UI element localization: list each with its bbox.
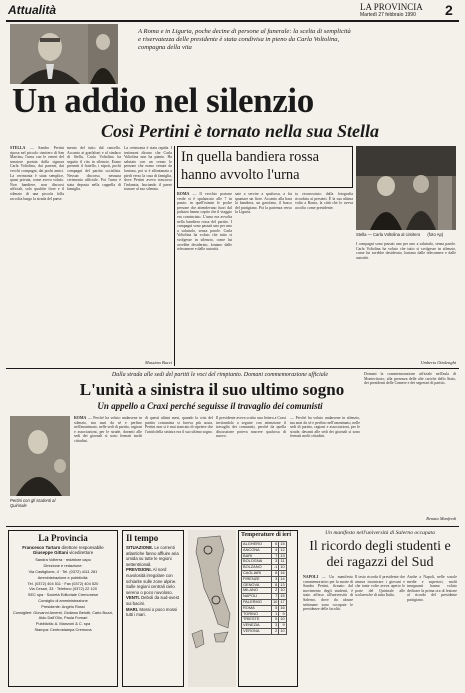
banner-column-3: Il presidente aveva scritto una lettera a Craxi invitandolo a seguire con attenzione il travaglio dei comunisti, perché da quella discussione poteva nascere qualcosa di nuovo. [216,416,286,439]
lead-signature: Massimo Bucci [145,360,172,365]
city-name: NAPOLI [242,594,272,600]
temp-max: 14 [280,575,285,581]
wind-label: VENTI. [126,595,140,601]
students-dateline: NAPOLI [303,575,319,579]
students-column-3: Anche a Napoli, nelle scuole medie e superiori, molti insegnanti hanno voluto dedicare la prima ora di lezione al ricordo del presidente partigiano. [407,575,457,602]
lead-column-2: mento del tutto dal cancello. Accanto ai gonfaloni e al sindaco di Stella, Carla Voltolina ha seguito il rito in silenzio. Erano presenti il fratello, i nipoti, pochi compagni del partito socialista. Nessun discorso, nessuna cerimonia ufficiale. Poi l'urna è stata deposta nella cappella di famiglia. [67,146,121,192]
situation-label: SITUAZIONE. [126,545,154,550]
lead-kicker: A Roma e in Liguria, poche decine di persone al funerale: la scelta di semplicità e riservatezza delle presidente è stata condivisa in pieno da Carla Voltolina, compagna della vita [138,28,351,51]
story-two-body-1: — Il vecchio portone verde si è spalancato alle 7 in punto: in quell'istante le poche persone che attendevano fuori dal palazzo hanno capito che il viaggio era cominciato. L'urna era avvolta nella bandiera rossa del partito. [177,192,232,224]
photo-credit: (foto Ap) [427,232,444,237]
students-body-1: — Un manifesto commemorativo per la morte di Sandro Pertini, firmato dal movimento degli studenti, è stato affisso all'università di Salerno, dove da alcune settimane sono occupate le presidenze delle facoltà. [303,575,353,612]
city-name: BOLZANO [242,565,272,571]
weather-box [122,530,184,687]
forecast-label: PREVISIONI. [126,567,152,573]
mid-rule [6,368,459,369]
students-column-1 [303,575,353,687]
city-name: FIRENZE [242,576,272,582]
story-two-column-2: sate a servire a qualcosa, a far spuntare un fiore. Accanto alla bara la bandiera, un garofano, il basco del partigiano. Poi la partenza verso la Liguria. [235,192,292,215]
temp-max: 13 [280,552,285,558]
temp-max: 16 [280,569,285,575]
masthead-line: Consiglieri: Giovanni Amenti, Giuliano Belotti, Carlo Bozzi, Aldo Dall'Olio, Paola Fornari [12,609,114,621]
temp-min: 2 [272,588,279,594]
temp-min: 1 [272,611,279,617]
story-two-signature: Umberto Ottolenghi [420,360,456,365]
masthead-line: Direzione e redazione: [43,563,83,569]
temp-max: 11 [280,558,285,564]
temp-min: 6 [272,542,279,548]
page-number: 2 [445,2,453,18]
lead-column-3: La cerimonia è stata rapida. I testimoni dicono che Carla Voltolina non ha pianto. Ha salutato con un cenno le persone che erano venute da lontano, poi si è allontanata a piedi verso la casa di famiglia, dove Pertini aveva trascorso l'infanzia, lasciando il paese tornare al suo silenzio. [124,146,172,192]
pertini-portrait-photo [10,24,88,84]
banner-subhead: Un appello a Craxi perché seguisse il travaglio dei comunisti [97,401,323,411]
temp-min: 3 [272,559,279,565]
temp-min: -1 [272,565,279,571]
city-name: ALGHERO [242,542,272,548]
temp-max: 15 [280,593,285,599]
temp-min: 8 [272,570,279,576]
masthead-line: Stampa: Centrostampa Cremona [34,626,92,632]
masthead-line: SEC spa · Società Editoriale Cremonese [27,592,99,598]
masthead-line: Consiglio di amministrazione [38,597,88,603]
temp-max: 10 [280,616,285,622]
temp-min: 10 [273,598,278,604]
masthead-box [8,530,118,687]
temp-min: 3 [272,623,279,629]
lead-column-1 [10,146,64,366]
story-two-headline: In quella bandiera rossa hanno avvolto l'urna [181,149,320,183]
temperature-box [238,530,298,687]
temp-max: 9 [279,623,286,629]
editor-role: vicedirettore [69,550,94,556]
temp-min: 5 [272,605,279,611]
masthead-lines [12,557,114,632]
students-headline: Il ricordo degli studenti e dei ragazzi del Sud [309,539,451,570]
temp-min: 4 [272,547,279,553]
masthead-line: Via Cesari, 33 · Telefono (0372) 22 120 [29,586,97,592]
masthead-line: Presidente: Angelo Rossi [41,603,85,609]
temperature-title: Temperature di ieri [241,532,291,538]
funeral-photo [88,24,118,84]
temp-max: 12 [280,546,285,552]
story-two-column-3: ta riconosciuto dalla fotografia ricordata ai presenti. È la sua ultima volta a Roma, la città che lo aveva accolto come presidente. [295,192,353,210]
temp-min: 2 [272,628,279,634]
story-two-body-2: I compagni sono passati uno per uno a salutarlo, senza parole. Carla Voltolina ha voluto che tutto si svolgesse in silenzio, come lui avrebbe desiderato, lontano dalle telecamere e dalle autorità. [177,219,232,252]
story-two-column-4: I compagni sono passati uno per uno a salutarlo, senza parole. Carla Voltolina ha voluto che tutto si svolgesse in silenzio, come lui avrebbe desiderato, lontano dalle telecamere e dalle autorità. [356,242,456,260]
city-name: MILANO [242,588,272,594]
city-name: TORINO [242,611,272,617]
city-name: GENOVA [242,582,272,588]
masthead-line: Amministrazione e pubblicità: [37,574,89,580]
masthead-title: La Provincia [38,533,88,543]
lead-dateline: STELLA [10,146,26,150]
editor-name: Giuseppe Gittani [32,550,68,556]
masthead-line: Pubblicità: A. Manzoni & C. spa [35,621,91,627]
banner-column-1 [74,416,142,522]
story-two-dateline: ROMA [177,192,190,196]
temp-min: 8 [272,582,279,588]
banner-headline: L'unità a sinistra il suo ultimo sogno [79,380,345,399]
temp-min: 7 [272,594,279,600]
masthead-line: Via Castiglione, 4 · Tel. (0372) 4111 281 [28,569,98,574]
temp-min: 5 [272,617,279,623]
director-name: Francesco Tartaro [22,545,61,550]
sea-text: Mossi o poco mossi tutti i mari. [126,606,178,618]
bottom-rule [6,526,459,527]
column-divider [174,146,175,366]
lead-body-1: — Sandro Pertini riposa nel piccolo cimitero di San Martino, l'urna con le ceneri del senatore portata dalla signora Carla Voltolina, dai parenti, dai vecchi compagni, dai pochi amici. La cerimonia è stata semplice, quasi privata, come aveva voluto. Non bandiere, non discorsi ufficiali, solo qualche fiore e il silenzio di una piccola folla raccolta lungo la strada del paese. [10,146,64,201]
cemetery-photo [356,146,456,230]
masthead-editor [12,550,114,555]
banner-column-4: — Perché ha voluto andarsene in silenzio, ma anzi da sé e perfino nell'anonimato, nelle sedi di partito, ragioni e associazioni, per le strade, davanti alle sedi dei giornali si sono fermati molti cittadini. [290,416,360,439]
students-column-2: Il testo ricorda il presidente che amava incontrare i giovani e che tante volte aveva aperto le porte del Quirinale alle scolaresche di tutta Italia. [355,575,405,598]
banner-column-5: Domani la commemorazione ufficiale nell'aula di Montecitorio, alla presenza delle alte cariche dello Stato, dei presidenti delle Camere e dei segretari di partito. [364,372,456,386]
students-kicker: Un manifesto nell'università di Salerno occupata [325,530,435,536]
masthead-line: Tel. (0372) 404 511 · Fax (0372) 404 520 [27,580,99,586]
temp-min: 3 [272,576,279,582]
city-name: VENEZIA [242,623,272,629]
banner-column-2: di questi ultimi mesi, quando la crisi del partito comunista si faceva più acuta, Pertini non si è mai stancato di ripetere che l'unità della sinistra era il suo ultimo sogno. [145,416,213,434]
wind-text: Deboli da sud-ovest sui bacini. [126,595,180,606]
forecast-text: Al nord nuvolosità irregolare con schiarite sulle zone alpine. Sulle regioni centrali cielo sereno o poco nuvoloso. [126,567,177,595]
temp-max: 16 [280,604,285,610]
city-name: VERONA [242,628,272,634]
masthead-line: Sandra Volterra · redattore capo [35,557,91,563]
city-name: ROMA [242,605,272,611]
city-name: BOLOGNA [242,559,272,565]
section-title: Attualità [8,3,56,17]
temperature-table [241,541,287,635]
lead-headline: Un addio nel silenzio [12,81,314,120]
city-name: ANCONA [242,547,272,553]
newspaper-name: LA PROVINCIA [360,2,423,12]
banner-signature: Renata Manfredi [426,516,456,521]
temp-max: 9 [279,611,286,617]
temperature-row [242,628,287,634]
story-two-column-1 [177,192,232,366]
pertini-students-photo [10,416,70,496]
cemetery-photo-caption [356,232,456,237]
banner-body-1: — Perché ha voluto andarsene in silenzio, ma anzi da sé e perfino nell'anonimato, nelle sedi di partito, ragioni e associazioni, per le strade, davanti alle sedi dei giornali si sono fermati molti cittadini. [74,416,142,443]
city-name: PALERMO [242,599,272,605]
italy-weather-map [188,530,236,687]
temp-min: 7 [272,553,279,559]
lead-subhead: Così Pertini è tornato nella sua Stella [100,121,380,141]
situation-text: Le correnti atlantiche fanno affluire aria umida su tutte le regioni settentrionali. [126,545,179,567]
weather-text [126,545,180,618]
issue-date: Martedì 27 febbraio 1990 [360,12,416,18]
temp-max: 10 [280,564,285,570]
students-photo-caption: Pertini con gli studenti al Quirinale [10,498,56,508]
temp-max: 17 [280,598,285,604]
caption-text: Stella — Carla Voltolina al cimitero [356,232,421,237]
banner-kicker: Dalla strada alle sedi del partiti le voci del rimpianto. Domani commemorazione ufficiale [111,372,329,378]
weather-title: Il tempo [126,533,159,543]
sea-label: MARI. [126,606,139,612]
temp-max: 10 [280,627,285,633]
temp-max: 13 [280,581,285,587]
director-role: direttore responsabile [61,545,104,550]
temp-max: 10 [280,587,285,593]
banner-dateline: ROMA [74,416,87,420]
temp-max: 15 [280,541,285,546]
city-name: TRIESTE [242,617,272,623]
city-name: BARI [242,553,272,559]
city-name: CAGLIARI [242,570,272,576]
header-rule [6,20,459,22]
